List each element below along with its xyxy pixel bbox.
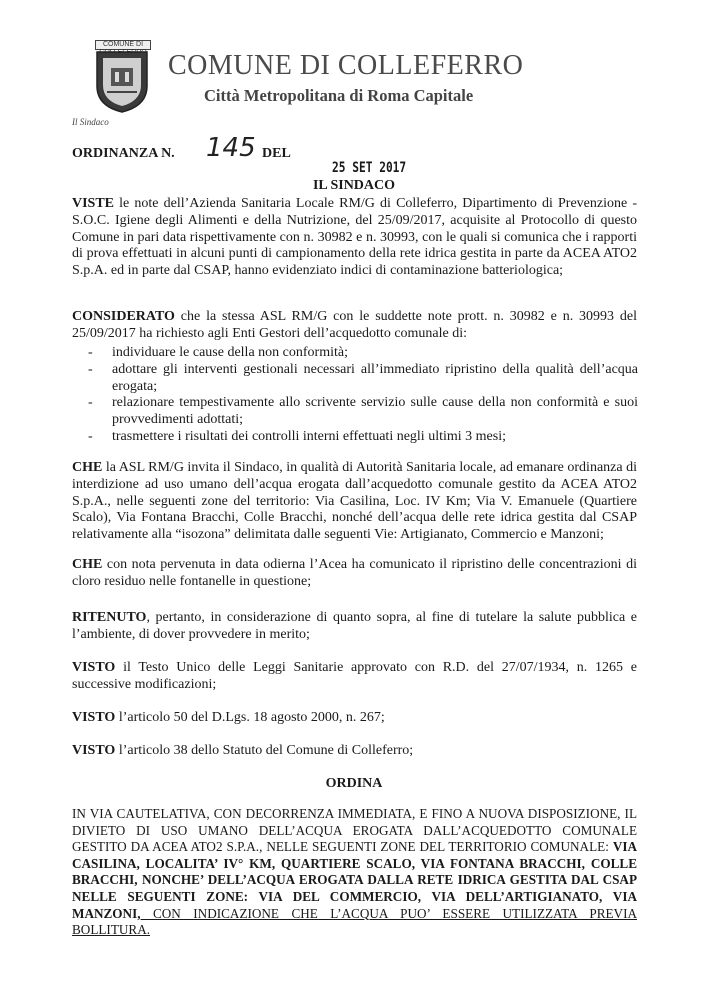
che-invita-paragraph: [72, 460, 637, 544]
municipality-subtitle: Città Metropolitana di Roma Capitale: [204, 86, 474, 105]
che-acea-paragraph: [72, 557, 637, 591]
che-keyword: CHE: [72, 460, 103, 475]
shield-icon: [91, 50, 153, 114]
ordina-heading: ORDINA: [325, 776, 383, 791]
ordinance-label: ORDINANZA N.: [72, 146, 175, 161]
office-label: Il Sindaco: [72, 117, 109, 127]
visto-keyword: VISTO: [72, 743, 116, 758]
municipality-title: COMUNE DI COLLEFERRO: [168, 50, 524, 81]
visto-articolo-50-text: l’articolo 50 del D.Lgs. 18 agosto 2000, n. 267;: [115, 710, 385, 725]
viste-paragraph: [72, 196, 637, 280]
che-invita-text: la ASL RM/G invita il Sindaco, in qualità di Autorità Sanitaria locale, ad emanare ordinanza di interdizione ad uso umano dell’acqua erogata dall’acquedotto comunale gestito da ACEA ATO2 S.p.A., nelle seguenti zone del territorio: Via Casilina, Loc. IV Km; Via V. Emanuele (Quartiere Scalo), Via Fontana Bracchi, Colle Bracchi, nonché dell’acqua delle rete idrica gestita dal CSAP relativamente alla “isozona” delimitata dalle seguenti Vie: Artigianato, Commercio e Manzoni;: [72, 460, 637, 543]
date-stamp: 25 SET 2017: [332, 160, 407, 176]
ritenuto-keyword: RITENUTO: [72, 610, 147, 625]
viste-keyword: VISTE: [72, 196, 115, 211]
ordina-bold-text: VIA CASILINA, LOCALITA’ IV° KM, QUARTIERE SCALO, VIA FONTANA BRACCHI, COLLE BRACCHI, NONCHE’ DELL’ACQUA EROGATA DALLA RETE IDRICA GESTITA DAL CSAP NELLE SEGUENTI ZONE: VIA DEL COMMERCIO, VIA DELL’ARTIGIANATO, VIA MANZONI,: [72, 839, 637, 921]
requirements-list: [88, 345, 638, 446]
visto-articolo-38-paragraph: [72, 743, 637, 760]
visto-keyword: VISTO: [72, 710, 116, 725]
list-item: - adottare gli interventi gestionali necessari all’immediato ripristino della qualità dell’acqua erogata;: [88, 361, 638, 394]
ordinance-del-label: DEL: [262, 146, 291, 161]
crest-label: COMUNE DI: [95, 40, 151, 50]
authority-heading: IL SINDACO: [312, 178, 396, 193]
list-item: - relazionare tempestivamente allo scrivente servizio sulle cause della non conformità e suoi provvedimenti adottati;: [88, 395, 638, 428]
visto-keyword: VISTO: [72, 660, 116, 675]
considerato-keyword: CONSIDERATO: [72, 309, 175, 324]
ordina-plain-text: IN VIA CAUTELATIVA, CON DECORRENZA IMMEDIATA, E FINO A NUOVA DISPOSIZIONE, IL DIVIETO DI USO UMANO DELL’ACQUA EROGATA DALL’ACQUEDOTTO COMUNALE GESTITO DA ACEA ATO2 S.P.A., NELLE SEGUENTI ZONE DEL TERRITORIO COMUNALE:: [72, 806, 637, 855]
ritenuto-text: , pertanto, in considerazione di quanto sopra, al fine di tutelare la salute pubblica e l’ambiente, di dover provvedere in merito;: [72, 610, 637, 642]
visto-testo-unico-paragraph: [72, 660, 637, 694]
ordina-paragraph: [72, 806, 637, 939]
visto-articolo-50-paragraph: [72, 710, 637, 727]
municipal-crest: [91, 40, 153, 114]
ordina-underlined-text: CON INDICAZIONE CHE L’ACQUA PUO’ ESSERE UTILIZZATA PREVIA BOLLITURA.: [72, 905, 637, 938]
list-item: - trasmettere i risultati dei controlli interni effettuati negli ultimi 3 mesi;: [88, 428, 506, 444]
considerato-paragraph: [72, 309, 637, 343]
viste-text: le note dell’Azienda Sanitaria Locale RM/G di Colleferro, Dipartimento di Prevenzione - S.O.C. Igiene degli Alimenti e della Nutrizione, del 25/09/2017, acquisite al Protocollo di questo Comune in pari data rispettivamente con n. 30982 e n. 30993, con le quali si comunica che i rapporti di prova effettuati in alcuni punti di campionamento della rete idrica gestita in parte da ACEA ATO2 S.p.A. ed in parte dal CSAP, hanno evidenziato indici di contaminazione batteriologica;: [72, 196, 637, 279]
visto-articolo-38-text: l’articolo 38 dello Statuto del Comune di Colleferro;: [115, 743, 414, 758]
ritenuto-paragraph: [72, 610, 637, 644]
ordinance-number: 145: [206, 133, 256, 163]
considerato-text: che la stessa ASL RM/G con le suddette note prott. n. 30982 e n. 30993 del 25/09/2017 ha richiesto agli Enti Gestori dell’acquedotto comunale di:: [72, 309, 637, 341]
list-item: - individuare le cause della non conformità;: [88, 345, 348, 360]
che-acea-text: con nota pervenuta in data odierna l’Acea ha comunicato il ripristino delle concentrazioni di cloro residuo nelle fontanelle in questione;: [72, 557, 637, 589]
che-keyword: CHE: [72, 557, 103, 572]
visto-testo-unico-text: il Testo Unico delle Leggi Sanitarie approvato con R.D. del 27/07/1934, n. 1265 e successive modificazioni;: [72, 660, 637, 692]
